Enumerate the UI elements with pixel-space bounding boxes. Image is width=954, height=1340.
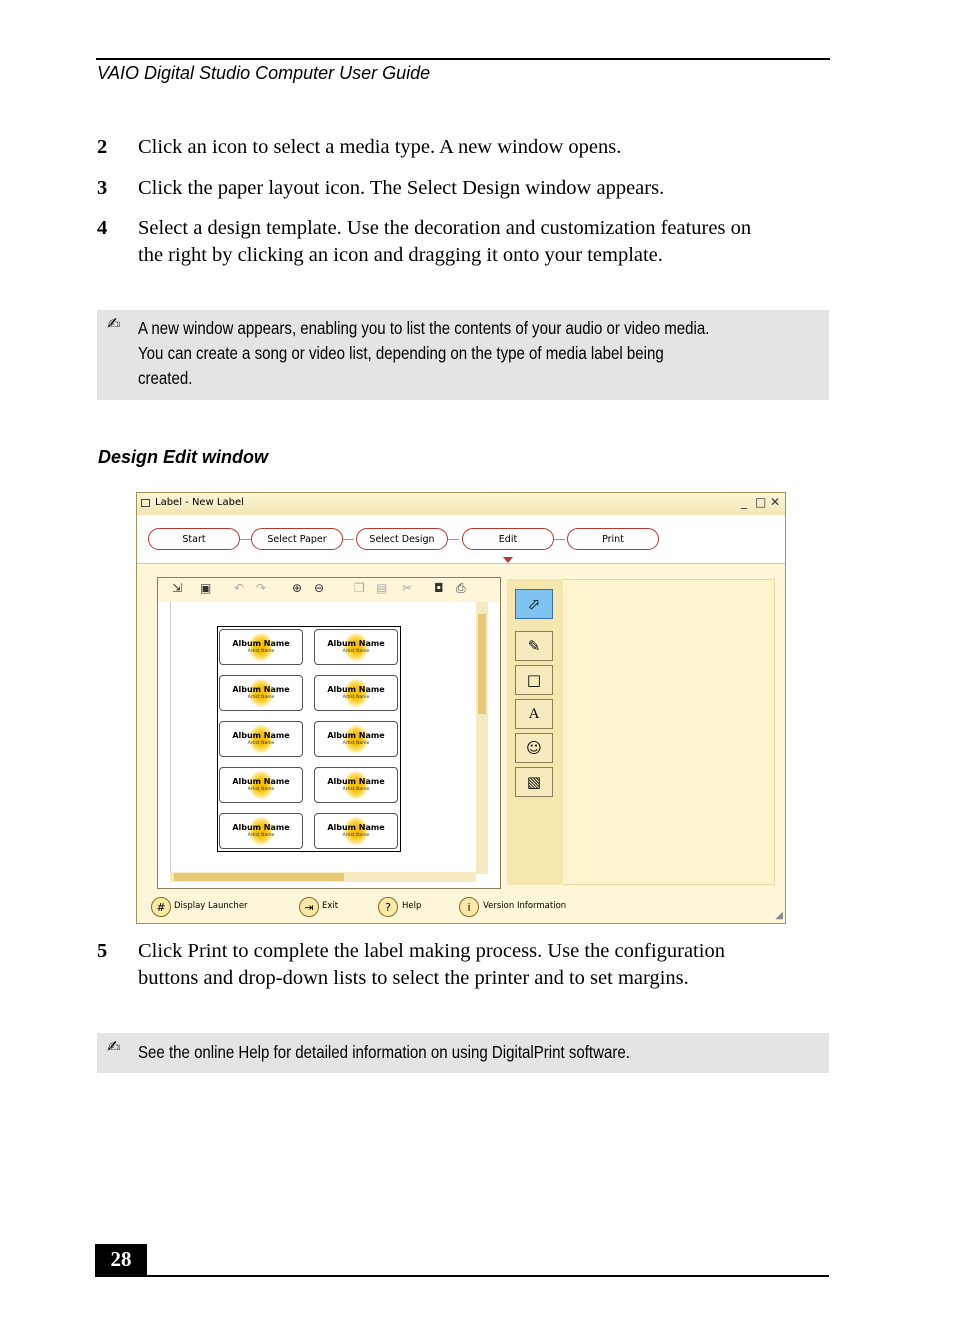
step-text-line-1: Select a design template. Use the decoration and customization features on	[138, 217, 752, 239]
resize-grip-icon[interactable]: ◢	[775, 910, 783, 921]
footer-rule	[95, 1275, 829, 1277]
header-rule	[96, 58, 830, 60]
album-name: Album Name	[327, 823, 385, 832]
guide-title: VAIO Digital Studio Computer User Guide	[97, 63, 431, 83]
print-icon[interactable]: ⎙	[456, 581, 466, 595]
redo-icon[interactable]: ↷	[256, 581, 267, 595]
grid-icon[interactable]: #	[151, 897, 171, 917]
album-name: Album Name	[232, 823, 290, 832]
exit-icon[interactable]: ⇥	[299, 897, 319, 917]
minimize-button[interactable]: _	[741, 495, 747, 509]
info-icon[interactable]: i	[459, 897, 479, 917]
pencil-tool[interactable]: ✎	[515, 631, 553, 661]
step-connector	[343, 539, 354, 540]
pen-note-icon: ✍	[107, 314, 121, 333]
artist-name: Artist Name	[342, 787, 370, 792]
artist-name: Artist Name	[342, 741, 370, 746]
zoom-out-icon[interactable]: ⊖	[314, 581, 325, 595]
artist-name: Artist Name	[247, 787, 275, 792]
label-sheet	[217, 626, 401, 852]
step-number: 2	[97, 136, 108, 158]
edit-toolbar	[158, 578, 500, 602]
display-launcher-button[interactable]: Display Launcher	[174, 901, 248, 911]
step-4	[97, 215, 827, 269]
cd-label[interactable]	[314, 721, 398, 757]
cd-label[interactable]	[314, 675, 398, 711]
step-connector	[240, 539, 251, 540]
cd-label[interactable]	[219, 721, 303, 757]
step-text-line-2: the right by clicking an icon and dragging it onto your template.	[138, 244, 663, 266]
album-name: Album Name	[327, 685, 385, 694]
start-step-button[interactable]: Start	[148, 528, 240, 550]
undo-icon[interactable]: ↶	[234, 581, 245, 595]
artist-name: Artist Name	[342, 833, 370, 838]
clipart-tool[interactable]: ☺	[515, 733, 553, 763]
save-icon[interactable]: ▣	[200, 581, 212, 595]
artist-name: Artist Name	[247, 741, 275, 746]
artist-name: Artist Name	[247, 695, 275, 700]
zoom-in-icon[interactable]: ⊕	[292, 581, 303, 595]
color-icon[interactable]: ◘	[434, 581, 444, 595]
step-number: 5	[97, 940, 108, 962]
artist-name: Artist Name	[342, 649, 370, 654]
cd-label[interactable]	[219, 629, 303, 665]
album-name: Album Name	[327, 639, 385, 648]
note-line-3: created.	[138, 368, 193, 388]
step-number: 4	[97, 217, 108, 239]
cd-label[interactable]	[314, 813, 398, 849]
text-tool[interactable]: A	[515, 699, 553, 729]
rectangle-tool[interactable]: □	[515, 665, 553, 695]
design-edit-panel	[157, 577, 501, 889]
step-5	[97, 938, 827, 992]
active-step-pointer-icon	[503, 557, 513, 563]
note-line-1: See the online Help for detailed information on using DigitalPrint software.	[138, 1042, 630, 1062]
step-connector	[554, 539, 565, 540]
wizard-steps-bar	[137, 515, 785, 564]
select-paper-step-button[interactable]: Select Paper	[251, 528, 343, 550]
image-tool[interactable]: ▧	[515, 767, 553, 797]
step-text-line-1: Click Print to complete the label making process. Use the configuration	[138, 940, 725, 962]
import-icon[interactable]: ⇲	[172, 581, 183, 595]
step-3	[97, 175, 827, 202]
label-app-icon	[141, 499, 150, 507]
horizontal-scrollbar[interactable]	[170, 872, 476, 882]
artist-name: Artist Name	[247, 833, 275, 838]
page-number: 28	[95, 1244, 147, 1276]
copy-icon[interactable]: ❐	[354, 581, 365, 595]
cd-label[interactable]	[314, 629, 398, 665]
version-information-button[interactable]: Version Information	[483, 901, 567, 911]
design-canvas[interactable]	[170, 602, 477, 874]
edit-step-button[interactable]: Edit	[462, 528, 554, 550]
help-button[interactable]: Help	[402, 901, 422, 911]
step-text: Click the paper layout icon. The Select Design window appears.	[138, 177, 665, 199]
album-name: Album Name	[232, 639, 290, 648]
vertical-scrollbar[interactable]	[476, 602, 488, 874]
pen-note-icon: ✍	[107, 1037, 121, 1056]
album-name: Album Name	[327, 777, 385, 786]
step-2	[97, 134, 827, 161]
step-text-line-2: buttons and drop-down lists to select the printer and to set margins.	[138, 967, 689, 989]
design-edit-window	[136, 492, 786, 924]
cut-icon[interactable]: ✂	[402, 581, 413, 595]
bottom-bar	[137, 893, 785, 923]
album-name: Album Name	[232, 777, 290, 786]
select-arrow-tool[interactable]: ⬀	[515, 589, 553, 619]
album-name: Album Name	[232, 685, 290, 694]
help-note-box	[97, 1033, 829, 1073]
cd-label[interactable]	[314, 767, 398, 803]
tool-palette	[507, 579, 563, 885]
window-titlebar	[137, 493, 785, 516]
step-number: 3	[97, 177, 108, 199]
cd-label[interactable]	[219, 675, 303, 711]
album-name: Album Name	[327, 731, 385, 740]
maximize-button[interactable]: □	[755, 495, 767, 509]
album-name: Album Name	[232, 731, 290, 740]
cd-label[interactable]	[219, 813, 303, 849]
paste-icon[interactable]: ▤	[376, 581, 388, 595]
note-line-1: A new window appears, enabling you to list the contents of your audio or video media.	[138, 318, 710, 338]
cd-label[interactable]	[219, 767, 303, 803]
step-text: Click an icon to select a media type. A new window opens.	[138, 136, 622, 158]
artist-name: Artist Name	[247, 649, 275, 654]
close-button[interactable]: ✕	[770, 495, 781, 509]
note-line-2: You can create a song or video list, depending on the type of media label being	[138, 343, 664, 363]
help-icon[interactable]: ?	[378, 897, 398, 917]
figure-caption: Design Edit window	[98, 447, 268, 467]
step-connector	[448, 539, 459, 540]
window-title: Label - New Label	[155, 497, 244, 508]
exit-button[interactable]: Exit	[322, 901, 339, 911]
select-design-step-button[interactable]: Select Design	[356, 528, 448, 550]
note-box	[97, 310, 829, 400]
artist-name: Artist Name	[342, 695, 370, 700]
print-step-button[interactable]: Print	[567, 528, 659, 550]
